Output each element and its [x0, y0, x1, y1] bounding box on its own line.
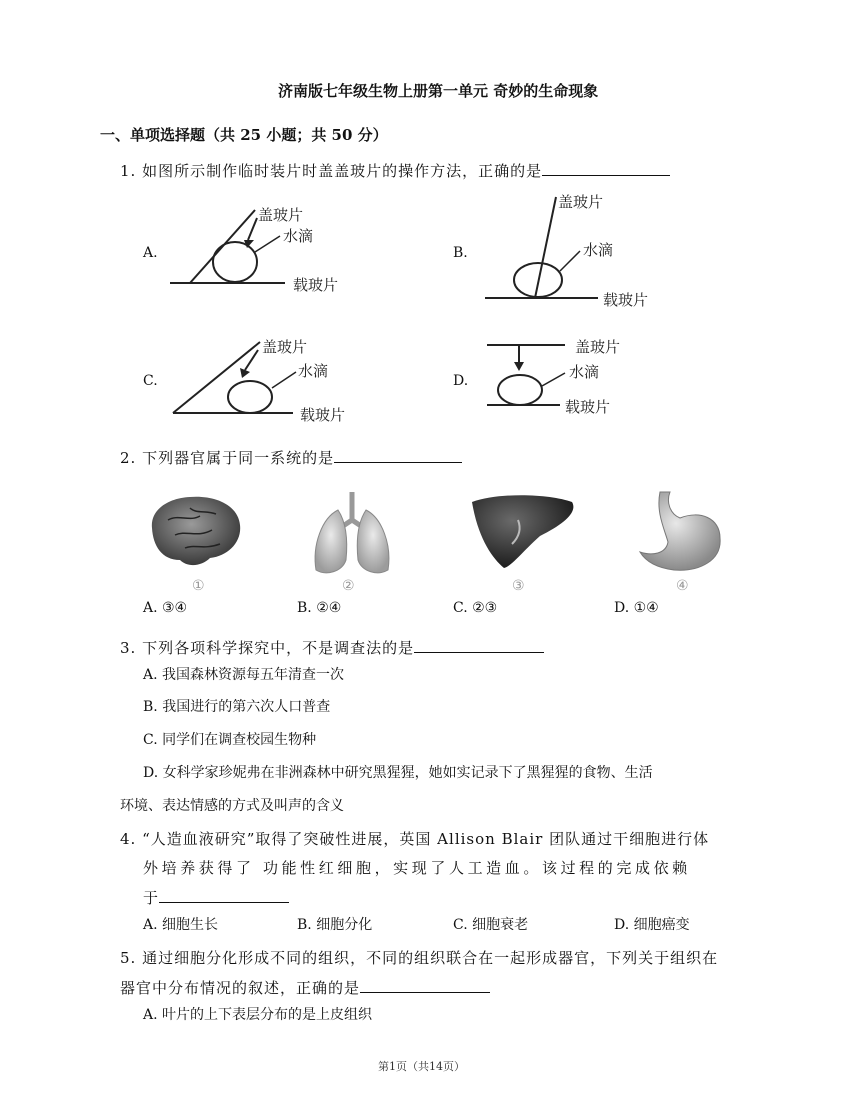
- question-5-text: 器官中分布情况的叙述，正确的是: [120, 979, 361, 997]
- question-4-text: 于: [143, 889, 160, 907]
- q1-diagram-a: [165, 198, 375, 298]
- question-1-stem: [120, 159, 670, 181]
- q1-diagram-b: [480, 185, 680, 315]
- q1-option-c-label: C.: [143, 373, 158, 389]
- q3-option-d-continued: 环境、表达情感的方式及叫声的含义: [120, 798, 344, 814]
- question-2-text: 2. 下列器官属于同一系统的是: [120, 449, 335, 467]
- cover-slip-label: 盖玻片: [262, 338, 308, 356]
- q1-option-b-label: B.: [453, 245, 468, 261]
- q1-option-d-label: D.: [453, 373, 469, 389]
- q5-option-a[interactable]: A. 叶片的上下表层分布的是上皮组织: [143, 1007, 373, 1023]
- q3-option-a[interactable]: A. 我国森林资源每五年清查一次: [143, 667, 345, 683]
- lungs-icon: [315, 492, 389, 573]
- water-drop-label: 水滴: [583, 241, 614, 259]
- q1-option-a-label: A.: [143, 245, 158, 261]
- organ-3-number: ③: [512, 578, 525, 594]
- slide-label: 载玻片: [293, 276, 339, 294]
- slide-label: 载玻片: [300, 406, 346, 424]
- question-2-stem: [120, 446, 462, 468]
- slide-label: 载玻片: [603, 291, 649, 309]
- q2-option-d[interactable]: D. ①④: [614, 600, 659, 616]
- section-heading: 一、单项选择题（共 25 小题；共 50 分）: [100, 126, 388, 144]
- question-3-stem: [120, 636, 544, 658]
- water-drop-label: 水滴: [298, 362, 329, 380]
- question-5-line-1: 5. 通过细胞分化形成不同的组织，不同的组织联合在一起形成器官，下列关于组织在: [120, 949, 719, 967]
- organ-2-number: ②: [342, 578, 355, 594]
- question-3-text: 3. 下列各项科学探究中，不是调查法的是: [120, 639, 415, 657]
- q2-organ-images: [140, 480, 740, 595]
- q1-diagram-d: [485, 330, 685, 425]
- q3-option-b[interactable]: B. 我国进行的第六次人口普查: [143, 699, 331, 715]
- q4-option-b[interactable]: B. 细胞分化: [297, 917, 373, 933]
- answer-blank[interactable]: [542, 159, 670, 176]
- stomach-icon: [640, 492, 720, 570]
- q2-option-b[interactable]: B. ②④: [297, 600, 342, 616]
- document-title: 济南版七年级生物上册第一单元 奇妙的生命现象: [278, 82, 599, 100]
- cover-slip-label: 盖玻片: [575, 338, 621, 356]
- answer-blank[interactable]: [360, 976, 490, 993]
- answer-blank[interactable]: [334, 446, 462, 463]
- q4-option-d[interactable]: D. 细胞癌变: [614, 917, 690, 933]
- water-drop-label: 水滴: [283, 227, 314, 245]
- q1-diagram-c: [168, 330, 368, 425]
- question-4-line-1: 4. “人造血液研究”取得了突破性进展，英国 Allison Blair 团队通过干细胞进行体: [120, 830, 710, 848]
- organ-1-number: ①: [192, 578, 205, 594]
- q2-option-a[interactable]: A. ③④: [143, 600, 188, 616]
- question-4-line-3: [143, 886, 289, 908]
- question-5-line-2: [120, 976, 490, 998]
- page-footer: 第1页（共14页）: [378, 1060, 465, 1073]
- q3-option-c[interactable]: C. 同学们在调查校园生物种: [143, 732, 317, 748]
- q4-option-c[interactable]: C. 细胞衰老: [453, 917, 529, 933]
- answer-blank[interactable]: [414, 636, 544, 653]
- brain-icon: [152, 497, 240, 565]
- slide-label: 载玻片: [565, 398, 611, 416]
- q2-option-c[interactable]: C. ②③: [453, 600, 498, 616]
- water-drop-label: 水滴: [569, 363, 600, 381]
- answer-blank[interactable]: [159, 886, 289, 903]
- q3-option-d[interactable]: D. 女科学家珍妮弗在非洲森林中研究黑猩猩，她如实记录下了黑猩猩的食物、生活: [143, 765, 653, 781]
- cover-slip-label: 盖玻片: [258, 206, 304, 224]
- liver-icon: [472, 495, 573, 568]
- question-1-text: 1. 如图所示制作临时装片时盖盖玻片的操作方法，正确的是: [120, 162, 543, 180]
- cover-slip-label: 盖玻片: [558, 193, 604, 211]
- organ-4-number: ④: [676, 578, 689, 594]
- question-4-line-2: 外培养获得了 功能性红细胞，实现了人工造血。该过程的完成依赖: [143, 859, 691, 877]
- q4-option-a[interactable]: A. 细胞生长: [143, 917, 219, 933]
